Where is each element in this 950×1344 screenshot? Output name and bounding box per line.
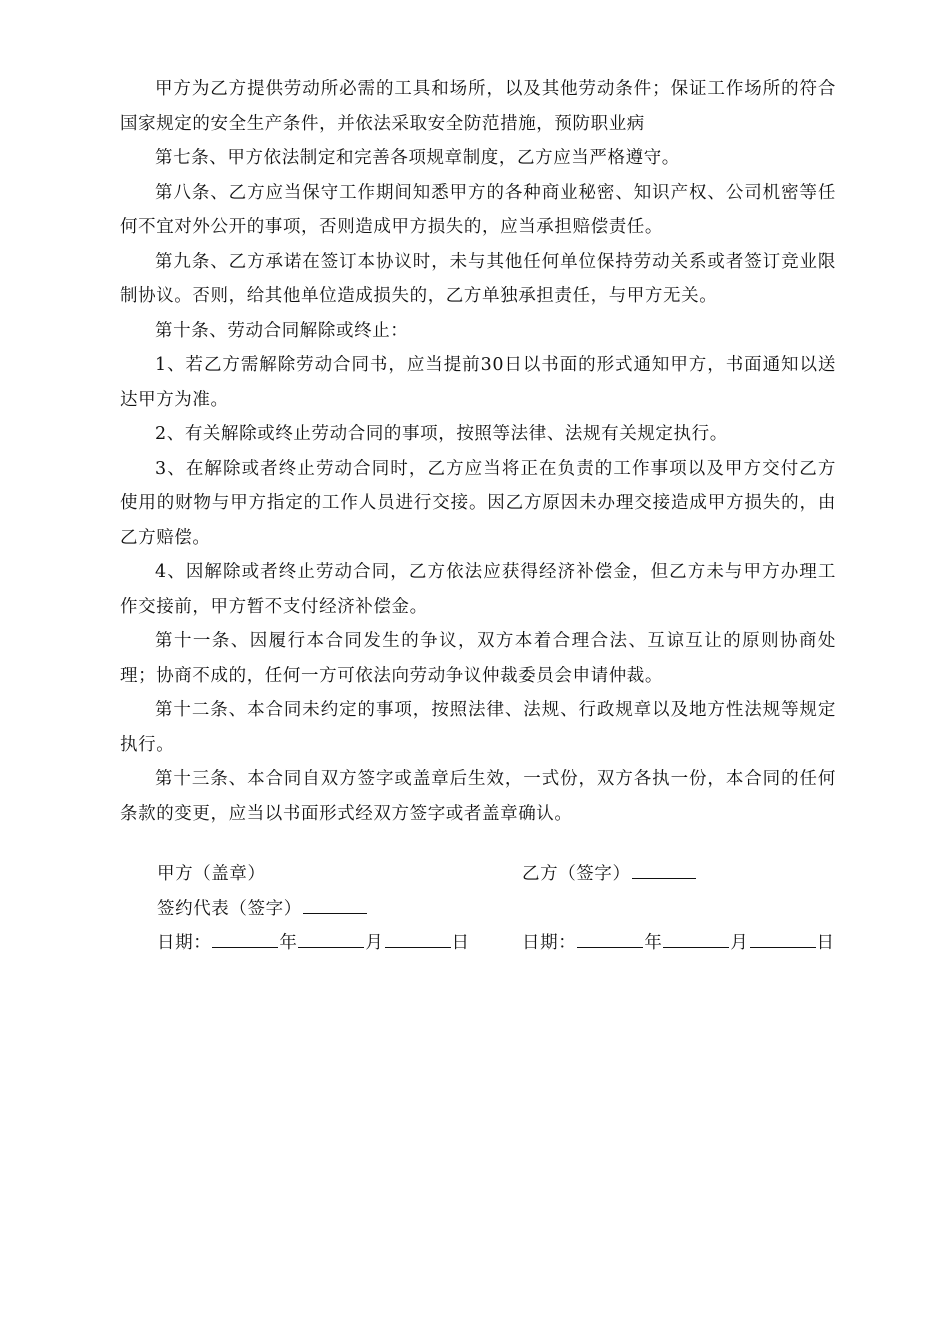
day-label: 日 <box>816 933 835 953</box>
party-a-label: 甲方（盖章） <box>157 864 266 884</box>
year-line <box>212 931 278 948</box>
month-label: 月 <box>365 933 384 953</box>
contract-body <box>120 72 836 831</box>
paragraph-article-9: 第九条、乙方承诺在签订本协议时，未与其他任何单位保持劳动关系或者签订竞业限制协议。否则，给其他单位造成损失的，乙方单独承担责任，与甲方无关。 <box>120 251 836 306</box>
year-label: 年 <box>644 933 663 953</box>
party-b-label: 乙方（签字） <box>522 864 631 884</box>
representative-label: 签约代表（签字） <box>157 899 302 919</box>
date-label: 日期： <box>522 933 577 953</box>
paragraph-article-13: 第十三条、本合同自双方签字或盖章后生效，一式份，双方各执一份，本合同的任何条款的变更，应当以书面形式经双方签字或者盖章确认。 <box>120 769 836 824</box>
representative-signature <box>157 892 368 926</box>
day-label: 日 <box>451 933 470 953</box>
paragraph-item-4: 4、因解除或者终止劳动合同，乙方依法应获得经济补偿金，但乙方未与甲方办理工作交接前，甲方暂不支付经济补偿金。 <box>120 562 836 617</box>
paragraph-item-1: 1、若乙方需解除劳动合同书，应当提前30日以书面的形式通知甲方，书面通知以送达甲方为准。 <box>120 355 836 410</box>
party-b-date <box>522 926 835 960</box>
party-b-signature <box>522 857 697 891</box>
day-line <box>750 931 816 948</box>
paragraph-article-10: 第十条、劳动合同解除或终止： <box>155 320 409 341</box>
day-line <box>385 931 451 948</box>
month-line <box>663 931 729 948</box>
party-a-date <box>157 926 470 960</box>
year-line <box>577 931 643 948</box>
month-line <box>298 931 364 948</box>
representative-signature-line <box>303 897 367 914</box>
paragraph-work-conditions: 甲方为乙方提供劳动所必需的工具和场所，以及其他劳动条件；保证工作场所的符合国家规定的安全生产条件，并依法采取安全防范措施，预防职业病 <box>120 79 836 134</box>
month-label: 月 <box>730 933 749 953</box>
party-a-seal <box>157 857 266 891</box>
paragraph-item-3: 3、在解除或者终止劳动合同时，乙方应当将正在负责的工作事项以及甲方交付乙方使用的财物与甲方指定的工作人员进行交接。因乙方原因未办理交接造成甲方损失的，由乙方赔偿。 <box>120 458 836 548</box>
party-b-signature-line <box>632 862 696 879</box>
paragraph-article-7: 第七条、甲方依法制定和完善各项规章制度，乙方应当严格遵守。 <box>155 148 680 168</box>
paragraph-article-11: 第十一条、因履行本合同发生的争议，双方本着合理合法、互谅互让的原则协商处理；协商不成的，任何一方可依法向劳动争议仲裁委员会申请仲裁。 <box>120 631 836 686</box>
year-label: 年 <box>279 933 298 953</box>
paragraph-article-8: 第八条、乙方应当保守工作期间知悉甲方的各种商业秘密、知识产权、公司机密等任何不宜对外公开的事项，否则造成甲方损失的，应当承担赔偿责任。 <box>120 182 836 237</box>
paragraph-article-12: 第十二条、本合同未约定的事项，按照法律、法规、行政规章以及地方性法规等规定执行。 <box>120 700 836 755</box>
date-label: 日期： <box>157 933 212 953</box>
paragraph-item-2: 2、有关解除或终止劳动合同的事项，按照等法律、法规有关规定执行。 <box>155 424 728 444</box>
